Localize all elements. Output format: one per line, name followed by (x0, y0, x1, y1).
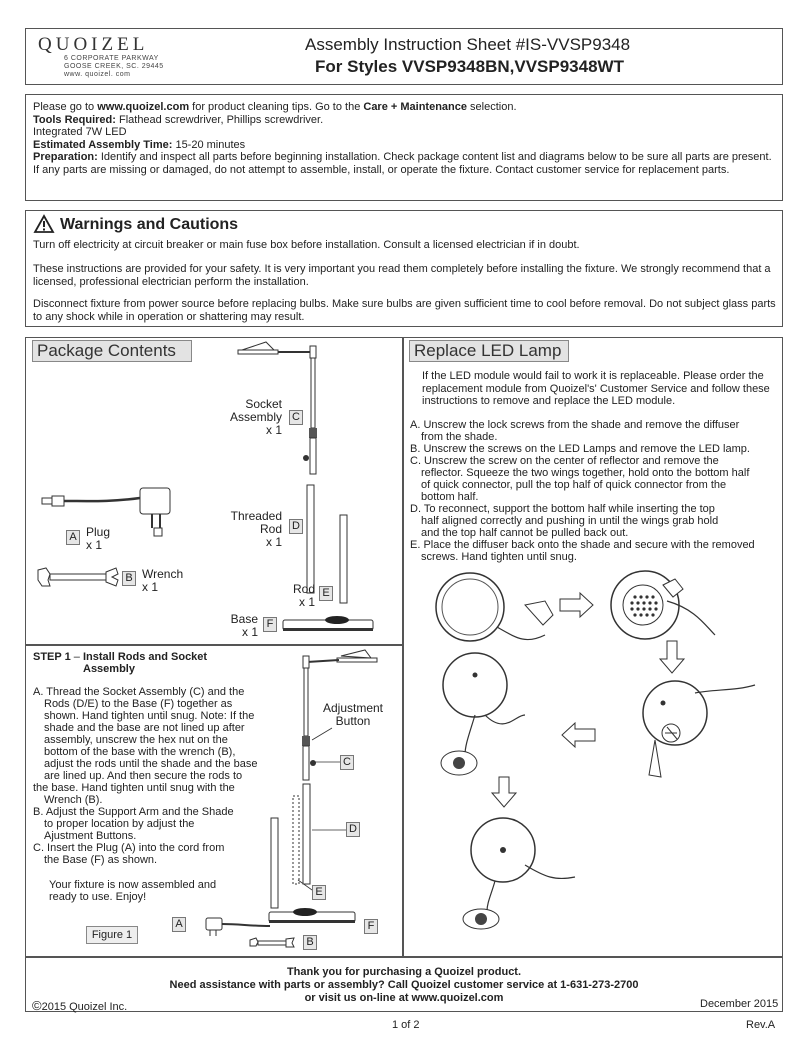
replace-title: Replace LED Lamp (409, 340, 569, 362)
replace-line: half aligned correctly and pushing in until the wings grab hold (421, 515, 719, 527)
brand-logo: QUOIZEL (38, 34, 149, 55)
wrench-caption: Wrench x 1 (142, 567, 184, 594)
step1-line: adjust the rods until the shade and the base (44, 758, 258, 770)
label-a: A (66, 530, 80, 545)
base-illustration (282, 612, 377, 634)
label-c: C (289, 410, 303, 425)
base-caption: Base x 1 (230, 612, 258, 639)
page-number: 1 of 2 (392, 1019, 420, 1031)
step1-line: C. Insert the Plug (A) into the cord from (33, 842, 225, 854)
step1-heading: STEP 1 – (33, 651, 80, 663)
step1-line: B. Adjust the Support Arm and the Shade (33, 806, 234, 818)
replace-line: reflector. Squeeze the two wings together, hold onto the bottom half (421, 467, 750, 479)
plug-caption: Plug x 1 (86, 525, 111, 552)
replace-line: B. Unscrew the screws on the LED Lamps and remove the LED lamp. (410, 443, 750, 455)
rod-caption: Rod x 1 (292, 582, 315, 609)
warnings-title: Warnings and Cautions (60, 216, 239, 233)
step1-line: Wrench (B). (44, 794, 103, 806)
care-url[interactable]: www.quoizel.com (97, 101, 190, 113)
fig-label-f: F (364, 919, 378, 934)
threaded-caption: Threaded Rod x 1 (230, 509, 282, 549)
step1-line: the Base (F) as shown. (44, 854, 158, 866)
threaded-rod-illustration (305, 485, 317, 595)
footer-online: or visit us on-line at www.quoizel.com (304, 992, 504, 1004)
arrow-right-icon (560, 593, 593, 617)
step1-line: bottom of the base with the wrench (B), (44, 746, 236, 758)
reflector-left-illustration (441, 653, 525, 775)
led-lamp-illustration (611, 571, 715, 639)
step1-instructions (33, 686, 283, 866)
replace-instructions (410, 419, 780, 563)
care-line: Please go to www.quoizel.com for product cleaning tips. Go to the Care + Maintenance selection. (33, 101, 517, 113)
arrow-left-icon (562, 723, 595, 747)
arrow-down-icon (660, 641, 684, 673)
replace-line: of quick connector, pull the top half of quick connector from the (421, 479, 727, 491)
replace-intro: If the LED module would fail to work it is replaceable. Please order the replacement module from Quoizel's' Customer Service and follow these instructions to remove and replace the LED module. (422, 370, 770, 407)
step1-line: the base. Hand tighten until snug with the (33, 782, 235, 794)
diffuser-illustration (436, 573, 553, 641)
step1-line: shown. Hand tighten until snug. Note: If the (44, 710, 255, 722)
led-line: Integrated 7W LED (33, 126, 127, 138)
step1-line: to proper location by adjust the (44, 818, 195, 830)
step1-line: A. Thread the Socket Assembly (C) and the (33, 686, 245, 698)
fig-label-b: B (303, 935, 317, 950)
revision: Rev.A (746, 1019, 776, 1031)
reassembly-illustration (463, 818, 575, 929)
time-line: Estimated Assembly Time: 15-20 minutes (33, 138, 246, 151)
fig-plug-wrench (200, 914, 310, 950)
replace-line: D. To reconnect, support the bottom half while inserting the top (410, 503, 715, 515)
adjustment-caption: Adjustment Button (322, 701, 384, 728)
socket-caption: Socket Assembly x 1 (229, 397, 282, 437)
fig-label-a: A (172, 917, 186, 932)
intro-text (33, 101, 777, 176)
label-e: E (319, 586, 333, 601)
footer-date: December 2015 (700, 998, 779, 1010)
address-line1: 6 CORPORATE PARKWAY (64, 55, 159, 62)
replace-line: screws. Hand tighten until snug. (421, 551, 577, 563)
warnings-p2: These instructions are provided for your safety. It is very important you read them completely before installing the fixture. We strongly recommend that a licensed, professional electrician perform the installation. (33, 263, 771, 288)
rod-illustration (338, 515, 350, 605)
fig-label-e: E (312, 885, 326, 900)
fig-label-d: D (346, 822, 360, 837)
reflector-right-illustration (643, 681, 755, 777)
warnings-p3: Disconnect fixture from power source before replacing bulbs. Make sure bulbs are given sufficient time to cool before removal. Do not subject glass parts to any shock while in operation or shattering may result. (33, 298, 776, 323)
doc-title: Assembly Instruction Sheet #IS-VVSP9348 (305, 35, 631, 54)
step1-title: Install Rods and Socket Assembly (83, 651, 208, 675)
address-line2: GOOSE CREEK, SC. 29445 (64, 63, 164, 70)
prep-line: Preparation: Identify and inspect all parts before beginning installation. Check package content list and diagrams below to be sure all parts are present. If any parts are missing or damaged, do not attempt to assemble, install, or operate the fixture. Contact customer service for replacement parts. (33, 151, 772, 176)
replace-line: C. Unscrew the screw on the center of reflector and remove the (410, 455, 719, 467)
copyright: ©2015 Quoizel Inc. (32, 998, 128, 1013)
footer-thanks: Thank you for purchasing a Quoizel product. (286, 966, 522, 978)
footer-assist: Need assistance with parts or assembly? Call Quoizel customer service at 1-631-273-2700 (169, 979, 639, 991)
step1-done: Your fixture is now assembled and ready to use. Enjoy! (49, 879, 217, 903)
doc-subtitle: For Styles VVSP9348BN,VVSP9348WT (315, 57, 624, 76)
package-title: Package Contents (32, 340, 192, 362)
replace-line: bottom half. (421, 491, 479, 503)
step1-line: Rods (D/E) to the Base (F) together as (44, 698, 233, 710)
step1-line: are lined up. And then secure the rods to (44, 770, 243, 782)
tools-line: Tools Required: Flathead screwdriver, Phillips screwdriver. (33, 113, 324, 126)
website: www. quoizel. com (64, 71, 131, 78)
step1-line: shade and the base are not lined up after (44, 722, 245, 734)
replace-illustrations (405, 565, 780, 955)
step1-line: assembly, unscrew the hex nut on the (44, 734, 228, 746)
replace-line: and the top half cannot be pulled back out. (421, 527, 629, 539)
replace-line: from the shade. (421, 431, 498, 443)
wrench-illustration (36, 566, 120, 588)
warning-icon (34, 215, 54, 233)
figure-1-label: Figure 1 (86, 926, 138, 944)
replace-line: A. Unscrew the lock screws from the shade and remove the diffuser (410, 419, 740, 431)
label-d: D (289, 519, 303, 534)
label-f: F (263, 617, 277, 632)
warnings-p1: Turn off electricity at circuit breaker or main fuse box before installation. Consult a licensed electrician if in doubt. (33, 239, 580, 251)
replace-line: E. Place the diffuser back onto the shade and secure with the removed (410, 539, 755, 551)
fig-label-c: C (340, 755, 354, 770)
step1-line: Ajustment Buttons. (44, 830, 137, 842)
arrow-down-icon (492, 777, 516, 807)
copyright-icon: © (32, 998, 42, 1013)
label-b: B (122, 571, 136, 586)
